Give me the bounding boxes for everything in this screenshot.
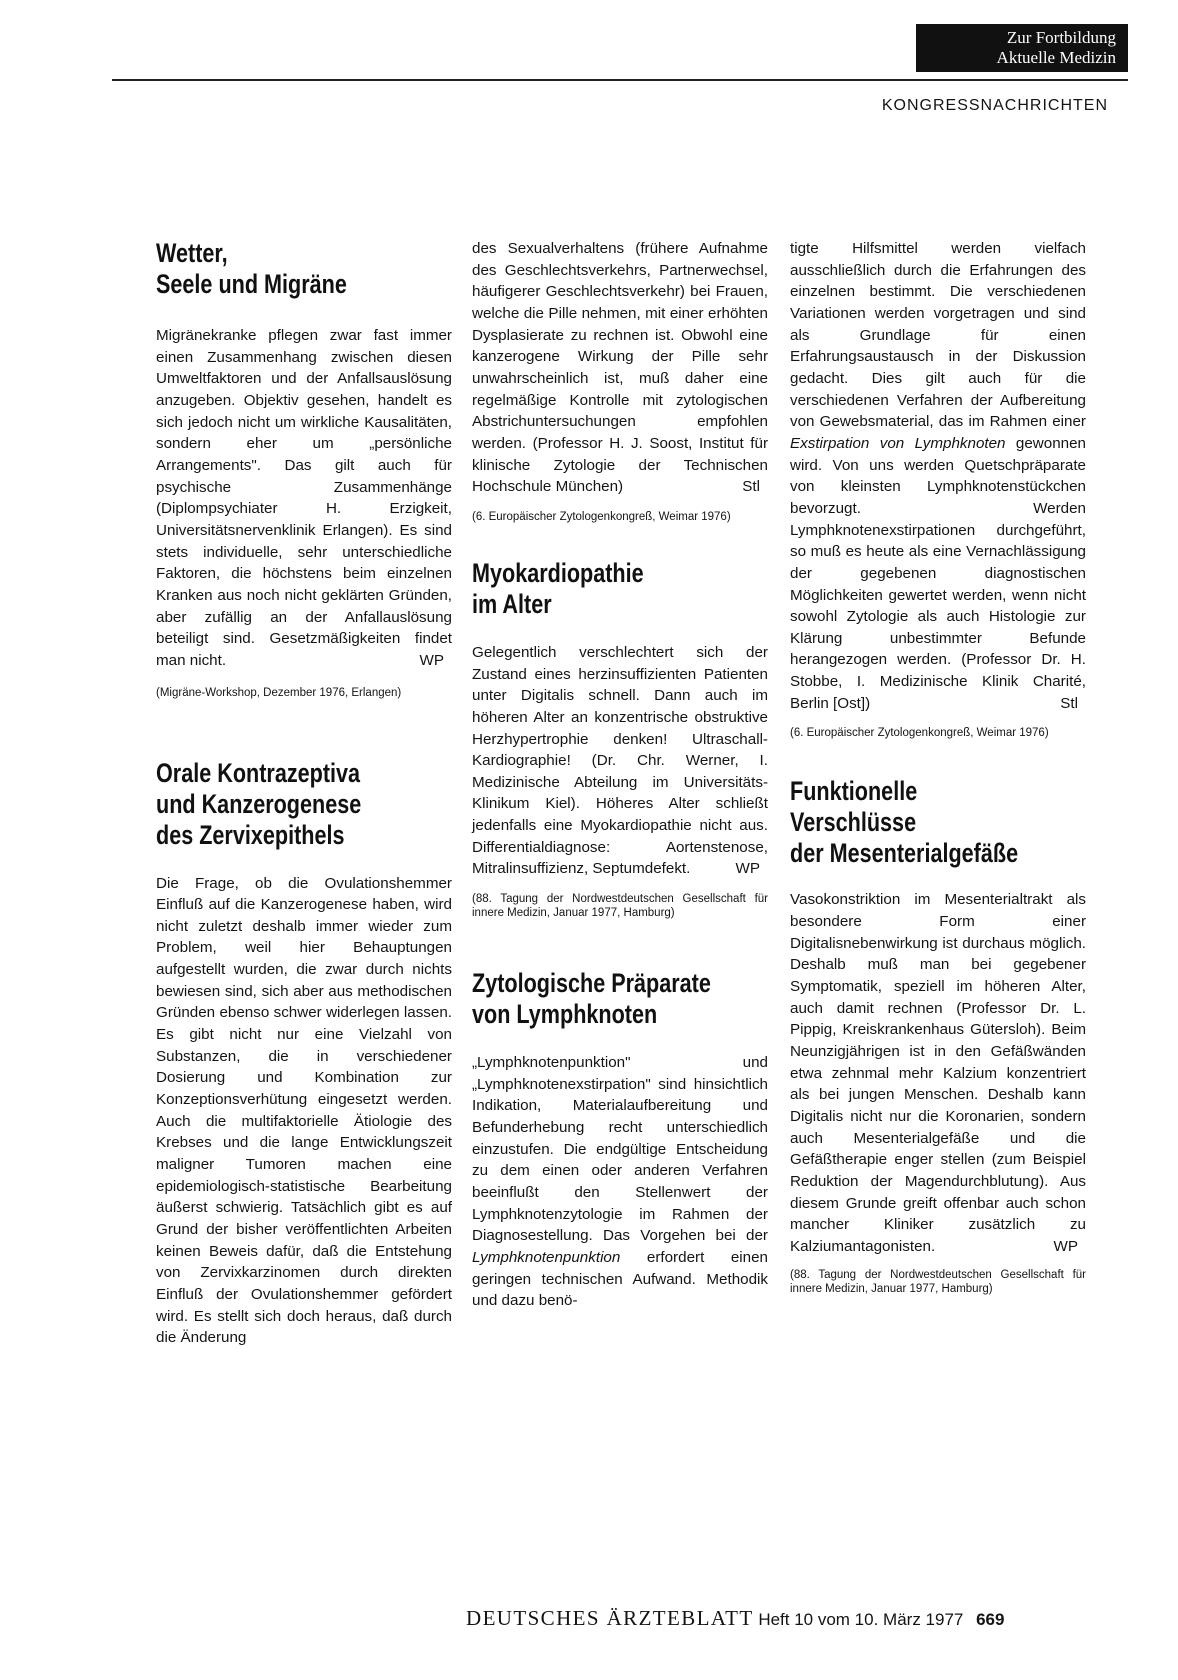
article-body (156, 325, 452, 672)
article-title-line: Wetter, (156, 238, 228, 268)
article-body: Die Frage, ob die Ovulationshemmer Einfluß auf die Kanzerogenese haben, wird nicht zuletzt deshalb immer wieder zum Problem, weil hier Behauptungen aufgestellt wurden, die zwar durch nichts bewiesen sind, sich aber aus methodischen Gründen ebenso schwer widerlegen lassen. Es gibt nicht nur eine Vielzahl von Substanzen, die in verschiedener Dosierung und Kombination zur Konzeptionsverhütung eingesetzt werden. Auch die multifaktorielle Ätiologie des Krebses und die lange Entwicklungszeit maligner Tumoren machen eine epidemiologisch-statistische Bearbeitung äußerst schwierig. Tatsächlich gibt es auf Grund der bisher veröffentlichten Arbeiten keinen Beweis dafür, daß die Entstehung von Zervixkarzinomen durch direkten Einfluß der Ovulationshemmer gefördert wird. Es stellt sich doch heraus, daß durch die Änderung (156, 874, 452, 1347)
article-body-continued (472, 238, 768, 498)
issue-info: Heft 10 vom 10. März 1977 (758, 1610, 964, 1629)
page-footer (466, 1606, 1106, 1631)
article-title-line: der Mesenterialgefäße (790, 838, 1019, 869)
column-3 (790, 238, 1086, 1296)
author-signature: WP (1053, 1237, 1078, 1255)
article-title-line: von Lymphknoten (472, 999, 658, 1030)
article-title-line: Zytologische Präparate (472, 968, 711, 999)
badge-line-1: Zur Fortbildung (1006, 28, 1116, 47)
author-signature: WP (735, 860, 760, 878)
article-body (472, 642, 768, 880)
section-label: KONGRESSNACHRICHTEN (881, 97, 1108, 114)
article-source: (Migräne-Workshop, Dezember 1976, Erlangen) (156, 686, 402, 699)
article-wetter (156, 238, 452, 700)
article-body (790, 889, 1086, 1257)
author-signature: Stl (1060, 694, 1078, 712)
article-title-line: Seele und Migräne (156, 269, 347, 299)
article-source: (6. Europäischer Zytologenkongreß, Weimar 1976) (790, 727, 1049, 740)
article-title-line: Orale Kontrazeptiva (156, 757, 361, 788)
article-text: tigte Hilfsmittel werden vielfach ausschließlich durch die Erfahrungen des einzelnen bestimmt. Die verschiedenen Variationen werden vorgetragen und sind als Grundlage für einen Erfahrungsaustausch in der Diskussion gedacht. Dies gilt auch für die verschiedenen Verfahren der Aufbereitung von Gewebsmaterial, das im Rahmen einer (790, 240, 1086, 431)
article-zytologische (472, 968, 768, 1312)
article-text: Vasokonstriktion im Mesenterialtrakt als besondere Form einer Digitalisnebenwirkung ist durchaus möglich. Deshalb muß man bei gegebener Symptomatik, speziell im höheren Alter, auch damit rechnen (Professor Dr. L. Pippig, Kreiskrankenhaus Gütersloh). Beim Neunzigjährigen ist in den Gefäßwänden etwa zehnmal mehr Kalzium konzentriert als bei jungen Menschen. Deshalb kann Digitalis nicht nur die Koronarien, sondern auch Mesenterialgefäße und die Gefäßtherapie enger stellen (zum Beispiel Reduktion der Magendurchblutung). Aus diesem Grunde greift offenbar auch schon mancher Kliniker zusätzlich zu Kalziumantagonisten. (790, 891, 1086, 1255)
article-title-line: und Kanzerogenese (156, 788, 362, 819)
article-source: (6. Europäischer Zytologenkongreß, Weimar 1976) (472, 510, 731, 523)
column-2 (472, 238, 768, 1312)
article-orale (156, 758, 452, 1349)
article-source: (88. Tagung der Nordwestdeutschen Gesellschaft für innere Medizin, Januar 1977, Hamburg) (790, 1268, 1086, 1295)
article-text: Migränekranke pflegen zwar fast immer einen Zusammenhang zwischen diesen Umweltfaktoren und der Anfallsauslösung anzugeben. Objektiv gesehen, handelt es sich jedoch nicht um wirkliche Kausalitäten, sondern eher um „persönliche Arrangements". Das gilt auch für psychische Zusammenhänge (Diplompsychiater H. Erzigkeit, Universitätsnervenklinik Erlangen). Es sind stets individuelle, sehr unterschiedliche Faktoren, die höchstens beim einzelnen Kranken aus noch nicht geklärten Gründen, aber zufällig an der Anfallauslösung beteiligt sind. Gesetzmäßigkeiten findet man nicht. (156, 327, 452, 669)
article-text: des Sexualverhaltens (frühere Aufnahme des Geschlechtsverkehrs, Partnerwechsel, häufigerer Geschlechtsverkehr) bei Frauen, welche die Pille nehmen, mit einer erhöhten Dysplasierate zu rechnen ist. Obwohl eine kanzerogene Wirkung der Pille sehr unwahrscheinlich ist, muß daher eine regelmäßige Kontrolle mit zytologischen Abstrichuntersuchungen empfohlen werden. (Professor H. J. Soost, Institut für klinische Zytologie der Technischen Hochschule München) (472, 240, 768, 496)
section-badge (916, 24, 1128, 72)
article-title-line: Funktionelle (790, 776, 918, 807)
article-text: „Lymphknotenpunktion" und „Lymphknotenexstirpation" sind hinsichtlich Indikation, Materialaufbereitung und Befunderhebung recht unterschiedlich einzustufen. Die endgültige Entscheidung zu dem einen oder anderen Verfahren beeinflußt den Stellenwert der Lymphknotenzytologie im Rahmen der Diagnosestellung. Das Vorgehen bei der (472, 1054, 768, 1245)
header-rule (112, 79, 1128, 81)
article-source: (88. Tagung der Nordwestdeutschen Gesellschaft für innere Medizin, Januar 1977, Hamburg) (472, 893, 768, 920)
author-signature: WP (419, 651, 444, 669)
badge-line-2: Aktuelle Medizin (996, 48, 1116, 67)
article-title-line: im Alter (472, 588, 552, 619)
article-funktionelle (790, 776, 1086, 1295)
author-signature: Stl (742, 478, 760, 496)
article-text: gewonnen wird. Von uns werden Quetschpräparate von kleinsten Lymphknotenstückchen bevorzugt. Werden Lymphknotenexstirpationen durchgeführt, so muß es heute als eine Vernachlässigung der gegebenen diagnostischen Möglichkeiten gewertet werden, wenn nicht sowohl Zytologie als auch Histologie zur Klärung unbestimmter Befunde herangezogen werden. (Professor Dr. H. Stobbe, I. Medizinische Klinik Charité, Berlin [Ost]) (790, 434, 1086, 712)
article-myokard (472, 558, 768, 920)
journal-name: DEUTSCHES ÄRZTEBLATT (466, 1606, 754, 1630)
page-number: 669 (976, 1610, 1005, 1629)
column-1 (156, 238, 452, 1349)
article-title-line: des Zervixepithels (156, 819, 345, 850)
article-body-continued (790, 238, 1086, 714)
article-title-line: Verschlüsse (790, 807, 917, 838)
italic-term: Exstirpation von Lymphknoten (790, 434, 1006, 452)
article-text: erfordert einen geringen technischen Aufwand. Methodik und dazu benö- (472, 1249, 768, 1310)
article-text: Gelegentlich verschlechtert sich der Zustand eines herzinsuffizienten Patienten unter Digitalis schnell. Dann auch im höheren Alter an konzentrische obstruktive Herzhypertrophie denken! Ultraschall-Kardiographie! (Dr. Chr. Werner, I. Medizinische Abteilung im Universitäts-Klinikum Kiel). Höheres Alter schließt jedenfalls eine Myokardiopathie nicht aus. Differentialdiagnose: Aortenstenose, Mitralinsuffizienz, Septumdefekt. (472, 643, 768, 878)
italic-term: Lymphknotenpunktion (472, 1249, 621, 1266)
article-body (472, 1052, 768, 1312)
article-title-line: Myokardiopathie (472, 557, 644, 588)
